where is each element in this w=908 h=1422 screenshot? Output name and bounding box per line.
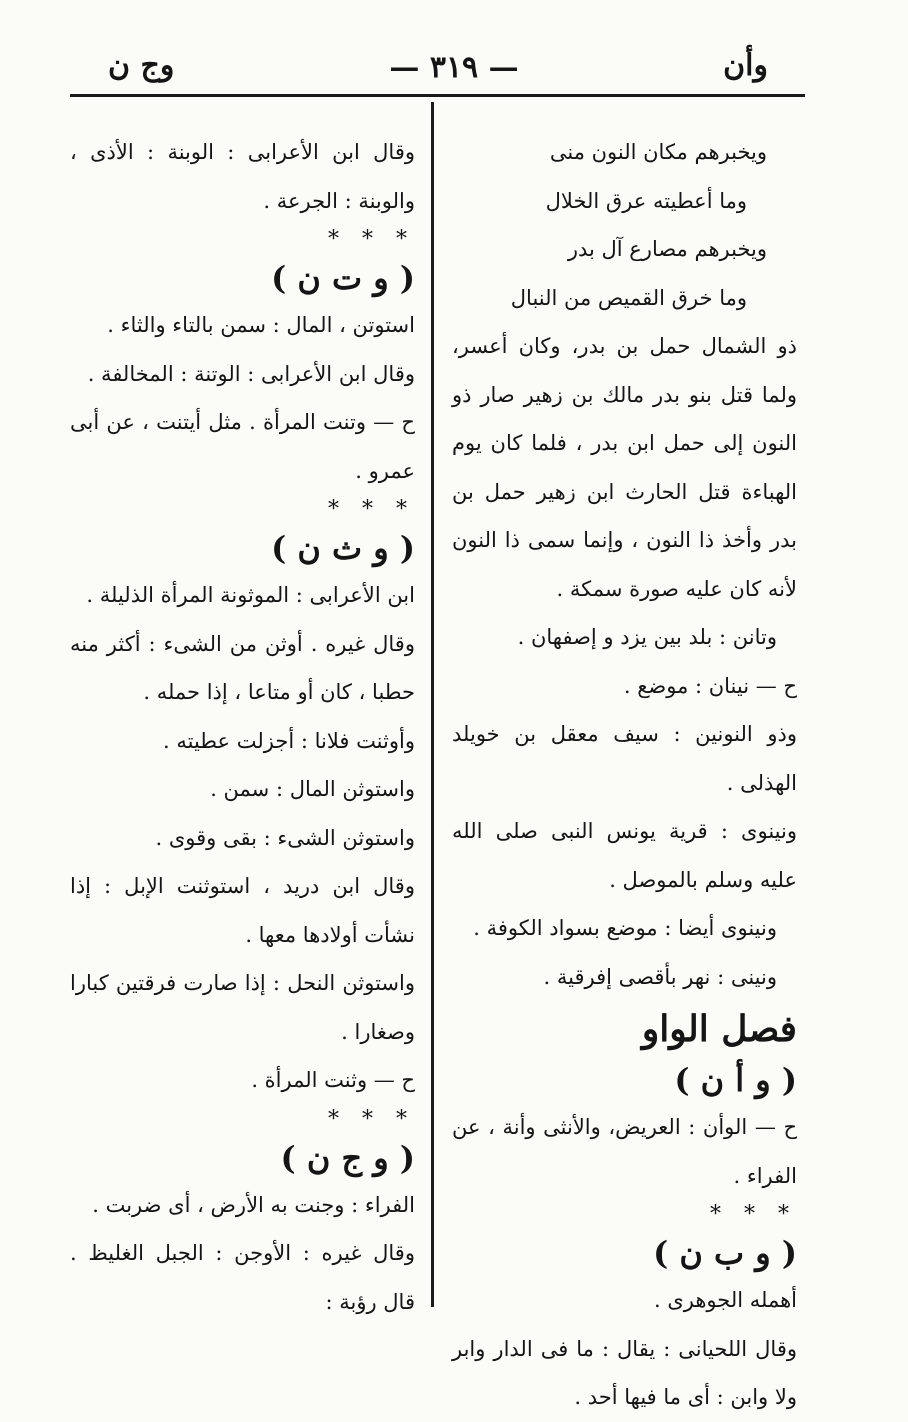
entry-paragraph: ذو الشمال حمل بن بدر، وكان أعسر، ولما قتل بنو بدر مالك بن زهير صار ذو النون إلى حمل ابن بدر ، فلما كان يوم الهباءة قتل الحارث ابن زهير حمل بن بدر وأخذ ذا النون ، وإنما سمى ذا النون لأنه كان عليه صورة سمكة . [452, 334, 797, 601]
root-heading: ( و أ ن ) [674, 1061, 797, 1099]
entry-paragraph: ونينوى : قرية يونس النبى صلى الله عليه وسلم بالموصل . [452, 819, 797, 892]
entry-paragraph: وقال ابن الأعرابى : الوتنة : المخالفة . [87, 361, 415, 386]
verse-line: وما خرق القميص من النبال [510, 285, 747, 310]
entry-paragraph: ح — نينان : موضع . [623, 673, 797, 698]
right-column [452, 128, 797, 1422]
entry-paragraph: وتانن : بلد بين يزد و إصفهان . [517, 625, 777, 649]
entry-paragraph: أهمله الجوهرى . [653, 1288, 797, 1312]
entry-paragraph: وقال غيره : الأوجن : الجبل الغليظ . قال رؤبة : [70, 1241, 415, 1314]
entry-paragraph: استوتن ، المال : سمن بالتاء والثاء . [107, 313, 415, 337]
entry-paragraph: ونينوى أيضا : موضع بسواد الكوفة . [473, 916, 777, 940]
entry-paragraph: واستوثن المال : سمن . [210, 777, 415, 801]
entry-paragraph: وأوثنت فلانا : أجزلت عطيته . [163, 728, 415, 753]
root-heading: ( و ب ن ) [653, 1234, 797, 1272]
left-column [70, 128, 415, 1326]
verse-line: وما أعطيته عرق الخلال [545, 188, 747, 213]
section-separator: * * * [328, 227, 415, 252]
entry-paragraph: وذو النونين : سيف معقل بن خويلد الهذلى . [452, 722, 797, 795]
entry-paragraph: ح — وثنت المرأة . [251, 1068, 415, 1092]
section-separator: * * * [710, 1202, 797, 1227]
page-number: — ٣١٩ — [389, 50, 519, 85]
entry-paragraph: وقال غيره . أوثن من الشىء : أكثر منه حطبا ، كان أو متاعا ، إذا حمله . [70, 631, 415, 704]
verse-line: ويخبرهم مصارع آل بدر [567, 237, 767, 261]
header-rule [70, 94, 805, 97]
entry-paragraph: ونينى : نهر بأقصى إفرقية . [543, 964, 777, 989]
entry-paragraph: وقال ابن دريد ، استوثنت الإبل : إذا نشأت أولادها معها . [70, 874, 415, 947]
entry-paragraph: واستوثن النحل : إذا صارت فرقتين كبارا وصغارا . [70, 971, 415, 1044]
root-heading: ( و ج ن ) [280, 1138, 415, 1177]
section-separator: * * * [328, 1106, 415, 1132]
section-heading: فصل الواو [641, 1008, 797, 1050]
section-separator: * * * [328, 497, 415, 522]
entry-paragraph: وقال اللحيانى : يقال : ما فى الدار وابر ولا وابن : أى ما فيها أحد . [452, 1336, 797, 1409]
root-heading: ( و ث ن ) [271, 529, 415, 567]
root-heading: ( و ت ن ) [271, 259, 415, 297]
entry-paragraph: ح — الوأن : العريض، والأنثى وأنة ، عن الفراء . [452, 1115, 797, 1188]
entry-paragraph: وقال ابن الأعرابى : الوبنة : الأذى ، والوبنة : الجرعة . [70, 140, 415, 213]
header-root-left: وج ن [108, 48, 175, 83]
entry-paragraph: الفراء : وجنت به الأرض ، أى ضربت . [92, 1192, 415, 1217]
entry-paragraph: واستوثن الشىء : بقى وقوى . [155, 825, 415, 850]
verse-line: ويخبرهم مكان النون منى [549, 140, 767, 164]
entry-paragraph: ابن الأعرابى : الموثونة المرأة الذليلة . [86, 583, 415, 607]
entry-paragraph: ح — وتنت المرأة . مثل أيتنت ، عن أبى عمرو . [70, 410, 415, 483]
column-divider [431, 102, 434, 1307]
header-root-right: وأن [723, 48, 768, 83]
